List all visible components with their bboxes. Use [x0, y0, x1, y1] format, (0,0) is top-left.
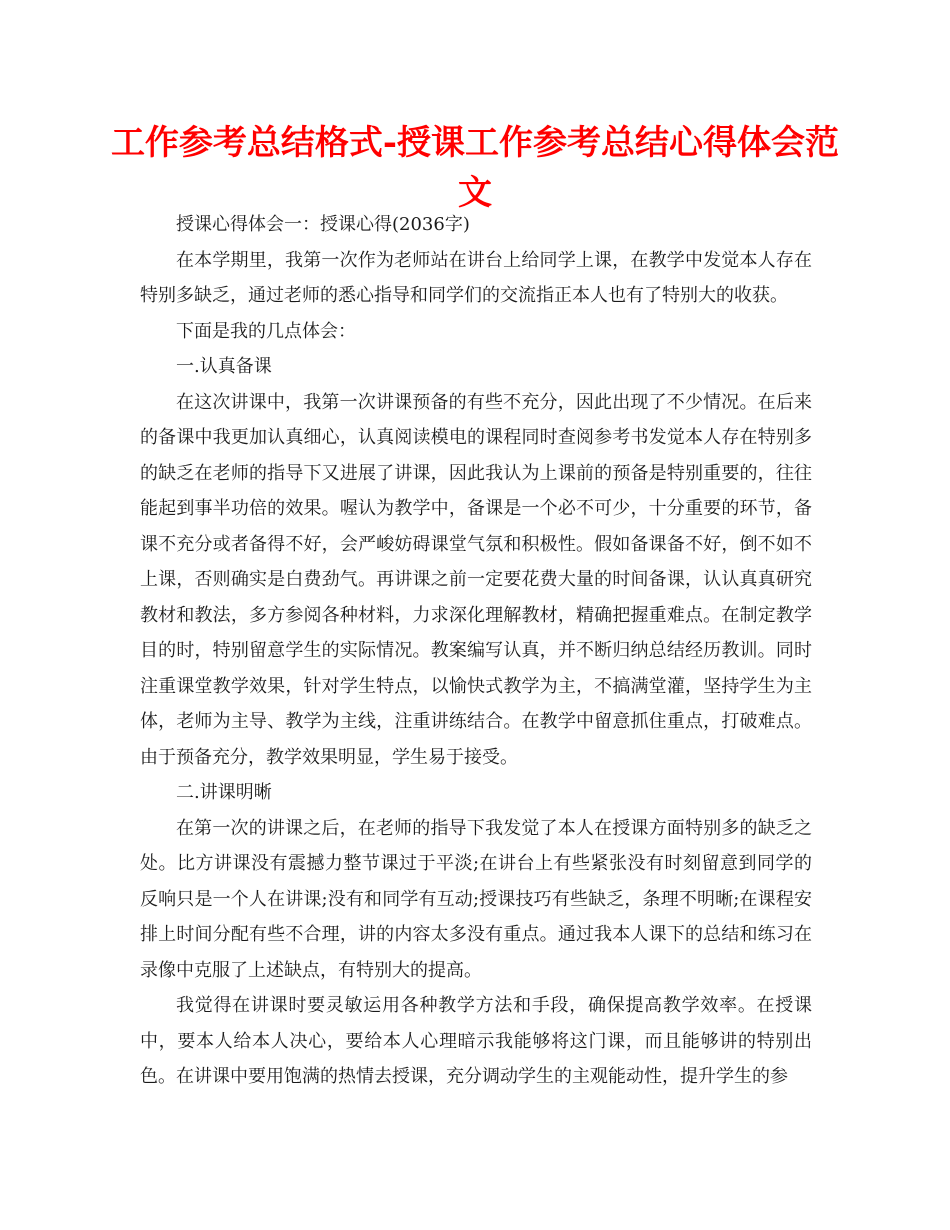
document-title: 工作参考总结格式-授课工作参考总结心得体会范文	[110, 123, 840, 213]
paragraph-section-2: 在第一次的讲课之后，在老师的指导下我发觉了本人在授课方面特别多的缺乏之处。比方讲课没有震撼力整节课过于平淡;在讲台上有些紧张没有时刻留意到同学的反响只是一个人在讲课;没有和同学有互动;授课技巧有些缺乏，条理不明晰;在课程安排上时间分配有些不合理，讲的内容太多没有重点。通过我本人课下的总结和练习在录像中克服了上述缺点，有特别大的提高。	[140, 817, 812, 981]
paragraph-intro-heading: 授课心得体会一：授课心得(2036字)	[176, 214, 470, 235]
document-body	[140, 207, 812, 1095]
paragraph-intro: 在本学期里，我第一次作为老师站在讲台上给同学上课，在教学中发觉本人存在特别多缺乏，通过老师的悉心指导和同学们的交流指正本人也有了特别大的收获。	[140, 249, 812, 306]
paragraph-section-2b: 我觉得在讲课时要灵敏运用各种教学方法和手段，确保提高教学效率。在授课中，要本人给本人决心，要给本人心理暗示我能够将这门课，而且能够讲的特别出色。在讲课中要用饱满的热情去授课，充分调动学生的主观能动性，提升学生的参	[140, 995, 812, 1087]
paragraph-lead: 下面是我的几点体会：	[176, 320, 356, 342]
section-heading-2: 二.讲课明晰	[176, 782, 272, 803]
section-heading-1: 一.认真备课	[176, 356, 272, 377]
paragraph-section-1: 在这次讲课中，我第一次讲课预备的有些不充分，因此出现了不少情况。在后来的备课中我更加认真细心，认真阅读模电的课程同时查阅参考书发觉本人存在特别多的缺乏在老师的指导下又进展了讲课，因此我认为上课前的预备是特别重要的，往往能起到事半功倍的效果。喔认为教学中，备课是一个必不可少，十分重要的环节，备课不充分或者备得不好，会严峻妨碍课堂气氛和积极性。假如备课备不好，倒不如不上课，否则确实是白费劲气。再讲课之前一定要花费大量的时间备课，认认真真研究教材和教法，多方参阅各种材料，力求深化理解教材，精确把握重难点。在制定教学目的时，特别留意学生的实际情况。教案编写认真，并不断归纳总结经历教训。同时注重课堂教学效果，针对学生特点，以愉快式教学为主，不搞满堂灌，坚持学生为主体，老师为主导、教学为主线，注重讲练结合。在教学中留意抓住重点，打破难点。由于预备充分，教学效果明显，学生易于接受。	[140, 391, 812, 768]
